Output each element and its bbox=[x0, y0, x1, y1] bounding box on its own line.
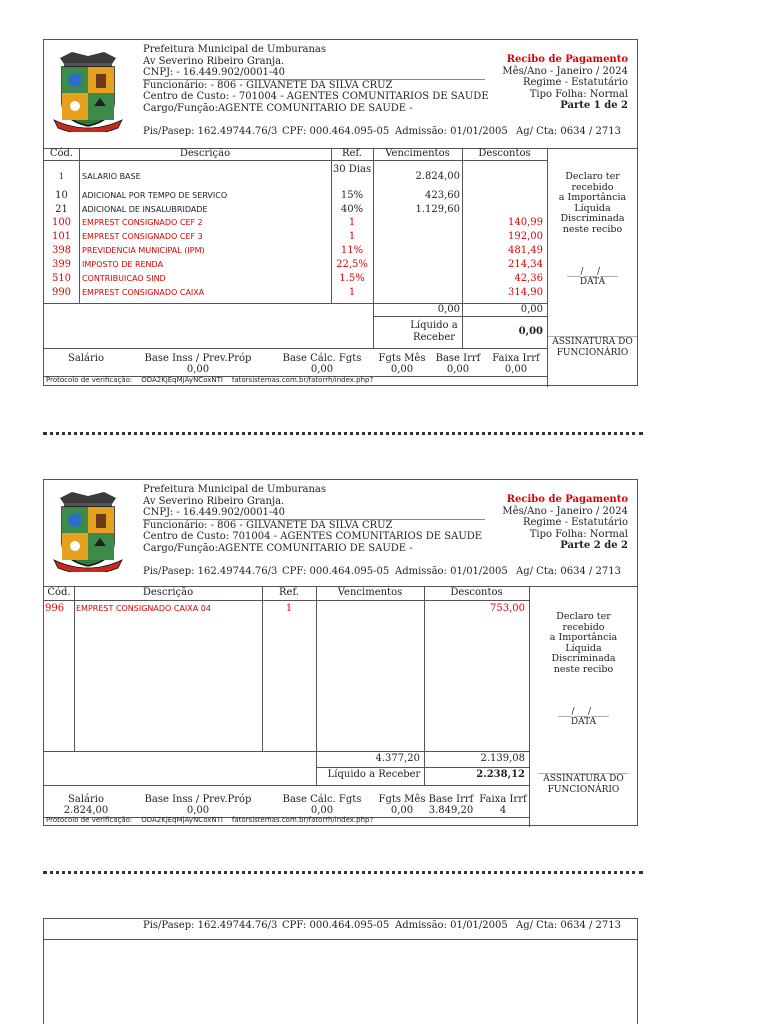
total-descontos: 2.139,08 bbox=[480, 753, 525, 764]
declaration-line: neste recibo bbox=[553, 663, 614, 675]
row-deduction: 214,34 bbox=[508, 259, 543, 270]
declaration-line: Discriminada bbox=[560, 213, 625, 224]
total-vencimentos: 0,00 bbox=[437, 304, 460, 315]
month-year: Mês/Ano - Janeiro / 2024 bbox=[502, 505, 628, 517]
municipal-crest-logo bbox=[52, 490, 124, 572]
cut-line bbox=[43, 432, 643, 435]
row-earnings: 1.129,60 bbox=[415, 204, 460, 215]
row-code: 10 bbox=[55, 190, 68, 201]
row-deduction: 481,49 bbox=[508, 245, 543, 256]
row-reference: 1 bbox=[285, 603, 293, 614]
date-label: DATA bbox=[579, 277, 606, 287]
receipt-header bbox=[44, 40, 637, 148]
col-header-cod: Cód. bbox=[49, 148, 74, 159]
signature-line[interactable]: ____________________ bbox=[538, 764, 629, 774]
row-description: EMPREST CONSIGNADO CAIXA 04 bbox=[76, 604, 211, 613]
footer-label-base-calc: Base Cálc. Fgts bbox=[282, 794, 362, 805]
total-vencimentos: 4.377,20 bbox=[375, 753, 420, 764]
row-deduction: 192,00 bbox=[508, 231, 543, 242]
footer-label-fgts-mes: Fgts Mês bbox=[378, 353, 426, 364]
row-code: 21 bbox=[55, 204, 68, 215]
month-year: Mês/Ano - Janeiro / 2024 bbox=[502, 65, 628, 77]
declaration-panel bbox=[529, 586, 638, 827]
declaration-line: Declaro ter bbox=[565, 171, 620, 182]
row-description: IMPOSTO DE RENDA bbox=[82, 260, 164, 269]
declaration-line: Líquida bbox=[565, 642, 602, 654]
bank-account: Ag/ Cta: 0634 / 2713 bbox=[516, 920, 621, 931]
row-description: EMPREST CONSIGNADO CEF 3 bbox=[82, 232, 203, 241]
signature-label-2: FUNCIONÁRIO bbox=[556, 348, 629, 358]
declaration-line: a Importância bbox=[558, 192, 627, 203]
employee-name: Funcionário: - 806 - GILVANETE DA SILVA CRUZ bbox=[143, 79, 393, 91]
payroll-type: Tipo Folha: Normal bbox=[529, 88, 628, 100]
cost-center: Centro de Custo: - 701004 - AGENTES COMUNITARIOS DE SAUDE bbox=[143, 91, 489, 102]
declaration-line: Líquida bbox=[574, 202, 611, 214]
signature-label: ASSINATURA DO bbox=[552, 337, 633, 347]
total-descontos: 0,00 bbox=[520, 304, 543, 315]
row-reference: 40% bbox=[340, 204, 364, 215]
net-pay-value: 0,00 bbox=[518, 326, 543, 337]
row-description: CONTRIBUICAO SIND bbox=[82, 274, 166, 283]
row-reference: 15% bbox=[340, 190, 364, 201]
receipt-header bbox=[44, 480, 637, 588]
footer-base-irrf: 0,00 bbox=[446, 364, 470, 375]
row-earnings: 423,60 bbox=[425, 190, 460, 201]
signature-line[interactable]: ____________________ bbox=[547, 327, 638, 337]
row-deduction: 314,90 bbox=[508, 287, 543, 298]
row-reference: 22,5% bbox=[336, 259, 368, 270]
receipt-part-2 bbox=[43, 479, 638, 826]
declaration-line: Declaro ter bbox=[556, 611, 611, 622]
footer-label-faixa-irrf: Faixa Irrf bbox=[479, 794, 527, 805]
row-code: 399 bbox=[51, 259, 72, 270]
col-header-descontos: Descontos bbox=[478, 148, 531, 159]
employee-name: Funcionário: - 806 - GILVANETE DA SILVA CRUZ bbox=[143, 519, 393, 531]
signature-label: ASSINATURA DO bbox=[543, 774, 624, 784]
col-header-vencimentos: Vencimentos bbox=[385, 148, 450, 159]
municipal-crest-logo bbox=[52, 50, 124, 132]
declaration-line: neste recibo bbox=[562, 223, 623, 235]
row-description: PREVIDENCIA MUNICIPAL (IPM) bbox=[82, 246, 205, 255]
protocol-url[interactable]: fatorsistemas.com.br/fatorrh/index.php? bbox=[231, 376, 374, 384]
row-deduction: 753,00 bbox=[490, 603, 525, 614]
row-reference: 1 bbox=[348, 287, 356, 298]
col-header-vencimentos: Vencimentos bbox=[337, 587, 403, 598]
payslip-table bbox=[44, 586, 637, 827]
row-code: 101 bbox=[51, 231, 72, 242]
signature-label-2: FUNCIONÁRIO bbox=[547, 785, 620, 795]
bank-account: Ag/ Cta: 0634 / 2713 bbox=[516, 126, 621, 137]
declaration-line: recebido bbox=[562, 621, 605, 633]
org-cnpj: CNPJ: - 16.449.902/0001-40 bbox=[143, 507, 485, 520]
bank-account: Ag/ Cta: 0634 / 2713 bbox=[516, 566, 621, 577]
payroll-type: Tipo Folha: Normal bbox=[529, 528, 628, 540]
regime: Regime - Estatutário bbox=[522, 77, 628, 88]
footer-fgts-mes: 0,00 bbox=[390, 364, 414, 375]
admission-date: Admissão: 01/01/2005 bbox=[395, 566, 508, 577]
cut-line bbox=[43, 871, 643, 874]
net-pay-label-2: Receber bbox=[412, 332, 456, 343]
org-cnpj: CNPJ: - 16.449.902/0001-40 bbox=[143, 67, 485, 80]
net-pay-label: Líquido a Receber bbox=[327, 769, 421, 780]
footer-base-inss: 0,00 bbox=[186, 364, 210, 375]
pis-pasep: Pis/Pasep: 162.49744.76/3 bbox=[143, 126, 278, 137]
declaration-line: recebido bbox=[571, 181, 614, 193]
job-title: Cargo/Função:AGENTE COMUNITARIO DE SAUDE - bbox=[143, 542, 413, 554]
part-number: Parte 1 de 2 bbox=[560, 100, 628, 111]
row-description: ADICIONAL POR TEMPO DE SERVICO bbox=[82, 191, 228, 200]
footer-base-calc: 0,00 bbox=[310, 364, 334, 375]
payslip-table bbox=[44, 148, 637, 387]
row-reference: 11% bbox=[340, 245, 364, 256]
footer-label-base-irrf: Base Irrf bbox=[435, 353, 481, 364]
footer-label-salario: Salário bbox=[68, 353, 104, 364]
declaration-text bbox=[547, 172, 638, 235]
col-header-descricao: Descrição bbox=[179, 148, 231, 159]
row-reference: 1.5% bbox=[339, 273, 365, 284]
row-code: 996 bbox=[45, 603, 65, 614]
org-address: Av Severino Ribeiro Granja. bbox=[143, 55, 285, 67]
cost-center: Centro de Custo: 701004 - AGENTES COMUNITARIOS DE SAUDE bbox=[143, 531, 483, 542]
row-earnings: 2.824,00 bbox=[415, 171, 460, 182]
cpf: CPF: 000.464.095-05 bbox=[282, 566, 390, 577]
footer-label-base-calc: Base Cálc. Fgts bbox=[282, 353, 362, 364]
pis-pasep: Pis/Pasep: 162.49744.76/3 bbox=[143, 566, 278, 577]
date-blank[interactable]: ___/___/____ bbox=[566, 267, 619, 277]
row-description: EMPREST CONSIGNADO CEF 2 bbox=[82, 218, 203, 227]
protocol-code: ODA2KjEqMjAyNCoxNTI bbox=[141, 816, 223, 824]
admission-date: Admissão: 01/01/2005 bbox=[395, 920, 508, 931]
row-description: ADICIONAL DE INSALUBRIDADE bbox=[82, 205, 208, 214]
row-code: 100 bbox=[51, 217, 72, 228]
footer-label-base-irrf: Base Irrf bbox=[428, 794, 474, 805]
col-header-ref: Ref. bbox=[342, 148, 362, 159]
col-header-descricao: Descrição bbox=[142, 587, 194, 598]
job-title: Cargo/Função:AGENTE COMUNITARIO DE SAUDE - bbox=[143, 102, 413, 114]
regime: Regime - Estatutário bbox=[522, 517, 628, 528]
col-header-ref: Ref. bbox=[279, 587, 299, 598]
cpf: CPF: 000.464.095-05 bbox=[282, 126, 390, 137]
row-description: EMPREST CONSIGNADO CAIXA bbox=[82, 288, 205, 297]
protocol-code: ODA2KjEqMjAyNCoxNTI bbox=[141, 376, 223, 384]
footer-faixa-irrf: 0,00 bbox=[504, 364, 528, 375]
receipt-title: Recibo de Pagamento bbox=[506, 54, 628, 65]
receipt-part-1 bbox=[43, 39, 638, 386]
row-code: 1 bbox=[58, 172, 65, 181]
org-address: Av Severino Ribeiro Granja. bbox=[143, 495, 285, 507]
pis-pasep: Pis/Pasep: 162.49744.76/3 bbox=[143, 920, 278, 931]
protocol-label: Protocolo de verificação: bbox=[46, 376, 133, 384]
row-deduction: 140,99 bbox=[508, 217, 543, 228]
footer-label-fgts-mes: Fgts Mês bbox=[378, 794, 426, 805]
declaration-line: a Importância bbox=[549, 632, 618, 643]
row-reference: 1 bbox=[348, 217, 356, 228]
cpf: CPF: 000.464.095-05 bbox=[282, 920, 390, 931]
col-header-descontos: Descontos bbox=[450, 587, 503, 598]
net-pay-value: 2.238,12 bbox=[476, 769, 525, 780]
receipt-part-3-partial bbox=[43, 918, 638, 1024]
receipt-title: Recibo de Pagamento bbox=[506, 494, 628, 505]
declaration-text bbox=[529, 612, 638, 675]
row-reference: 30 Dias bbox=[332, 164, 372, 175]
footer-base-calc: 0,00 bbox=[310, 805, 334, 816]
footer-salario: 2.824,00 bbox=[63, 805, 109, 816]
date-label: DATA bbox=[570, 717, 597, 727]
declaration-line: Discriminada bbox=[551, 653, 616, 664]
org-name: Prefeitura Municipal de Umburanas bbox=[143, 44, 327, 55]
footer-base-irrf: 3.849,20 bbox=[428, 805, 474, 816]
date-blank[interactable]: ___/___/____ bbox=[557, 707, 610, 717]
col-header-cod: Cód. bbox=[47, 587, 71, 598]
net-pay-label: Líquido a bbox=[410, 320, 458, 331]
footer-faixa-irrf: 4 bbox=[499, 805, 507, 816]
footer-label-faixa-irrf: Faixa Irrf bbox=[492, 353, 540, 364]
row-deduction: 42,36 bbox=[514, 273, 543, 284]
footer-label-base-inss: Base Inss / Prev.Próp bbox=[144, 353, 252, 364]
footer-label-base-inss: Base Inss / Prev.Próp bbox=[144, 794, 252, 805]
row-code: 990 bbox=[51, 287, 72, 298]
part-number: Parte 2 de 2 bbox=[560, 540, 628, 551]
row-code: 510 bbox=[51, 273, 72, 284]
declaration-panel bbox=[547, 148, 638, 387]
row-description: SALARIO BASE bbox=[82, 172, 141, 181]
protocol-url[interactable]: fatorsistemas.com.br/fatorrh/index.php? bbox=[231, 816, 374, 824]
footer-base-inss: 0,00 bbox=[186, 805, 210, 816]
admission-date: Admissão: 01/01/2005 bbox=[395, 126, 508, 137]
org-name: Prefeitura Municipal de Umburanas bbox=[143, 484, 327, 495]
protocol-label: Protocolo de verificação: bbox=[46, 816, 133, 824]
footer-label-salario: Salário bbox=[68, 794, 104, 805]
row-code: 398 bbox=[51, 245, 72, 256]
row-reference: 1 bbox=[348, 231, 356, 242]
footer-fgts-mes: 0,00 bbox=[390, 805, 414, 816]
